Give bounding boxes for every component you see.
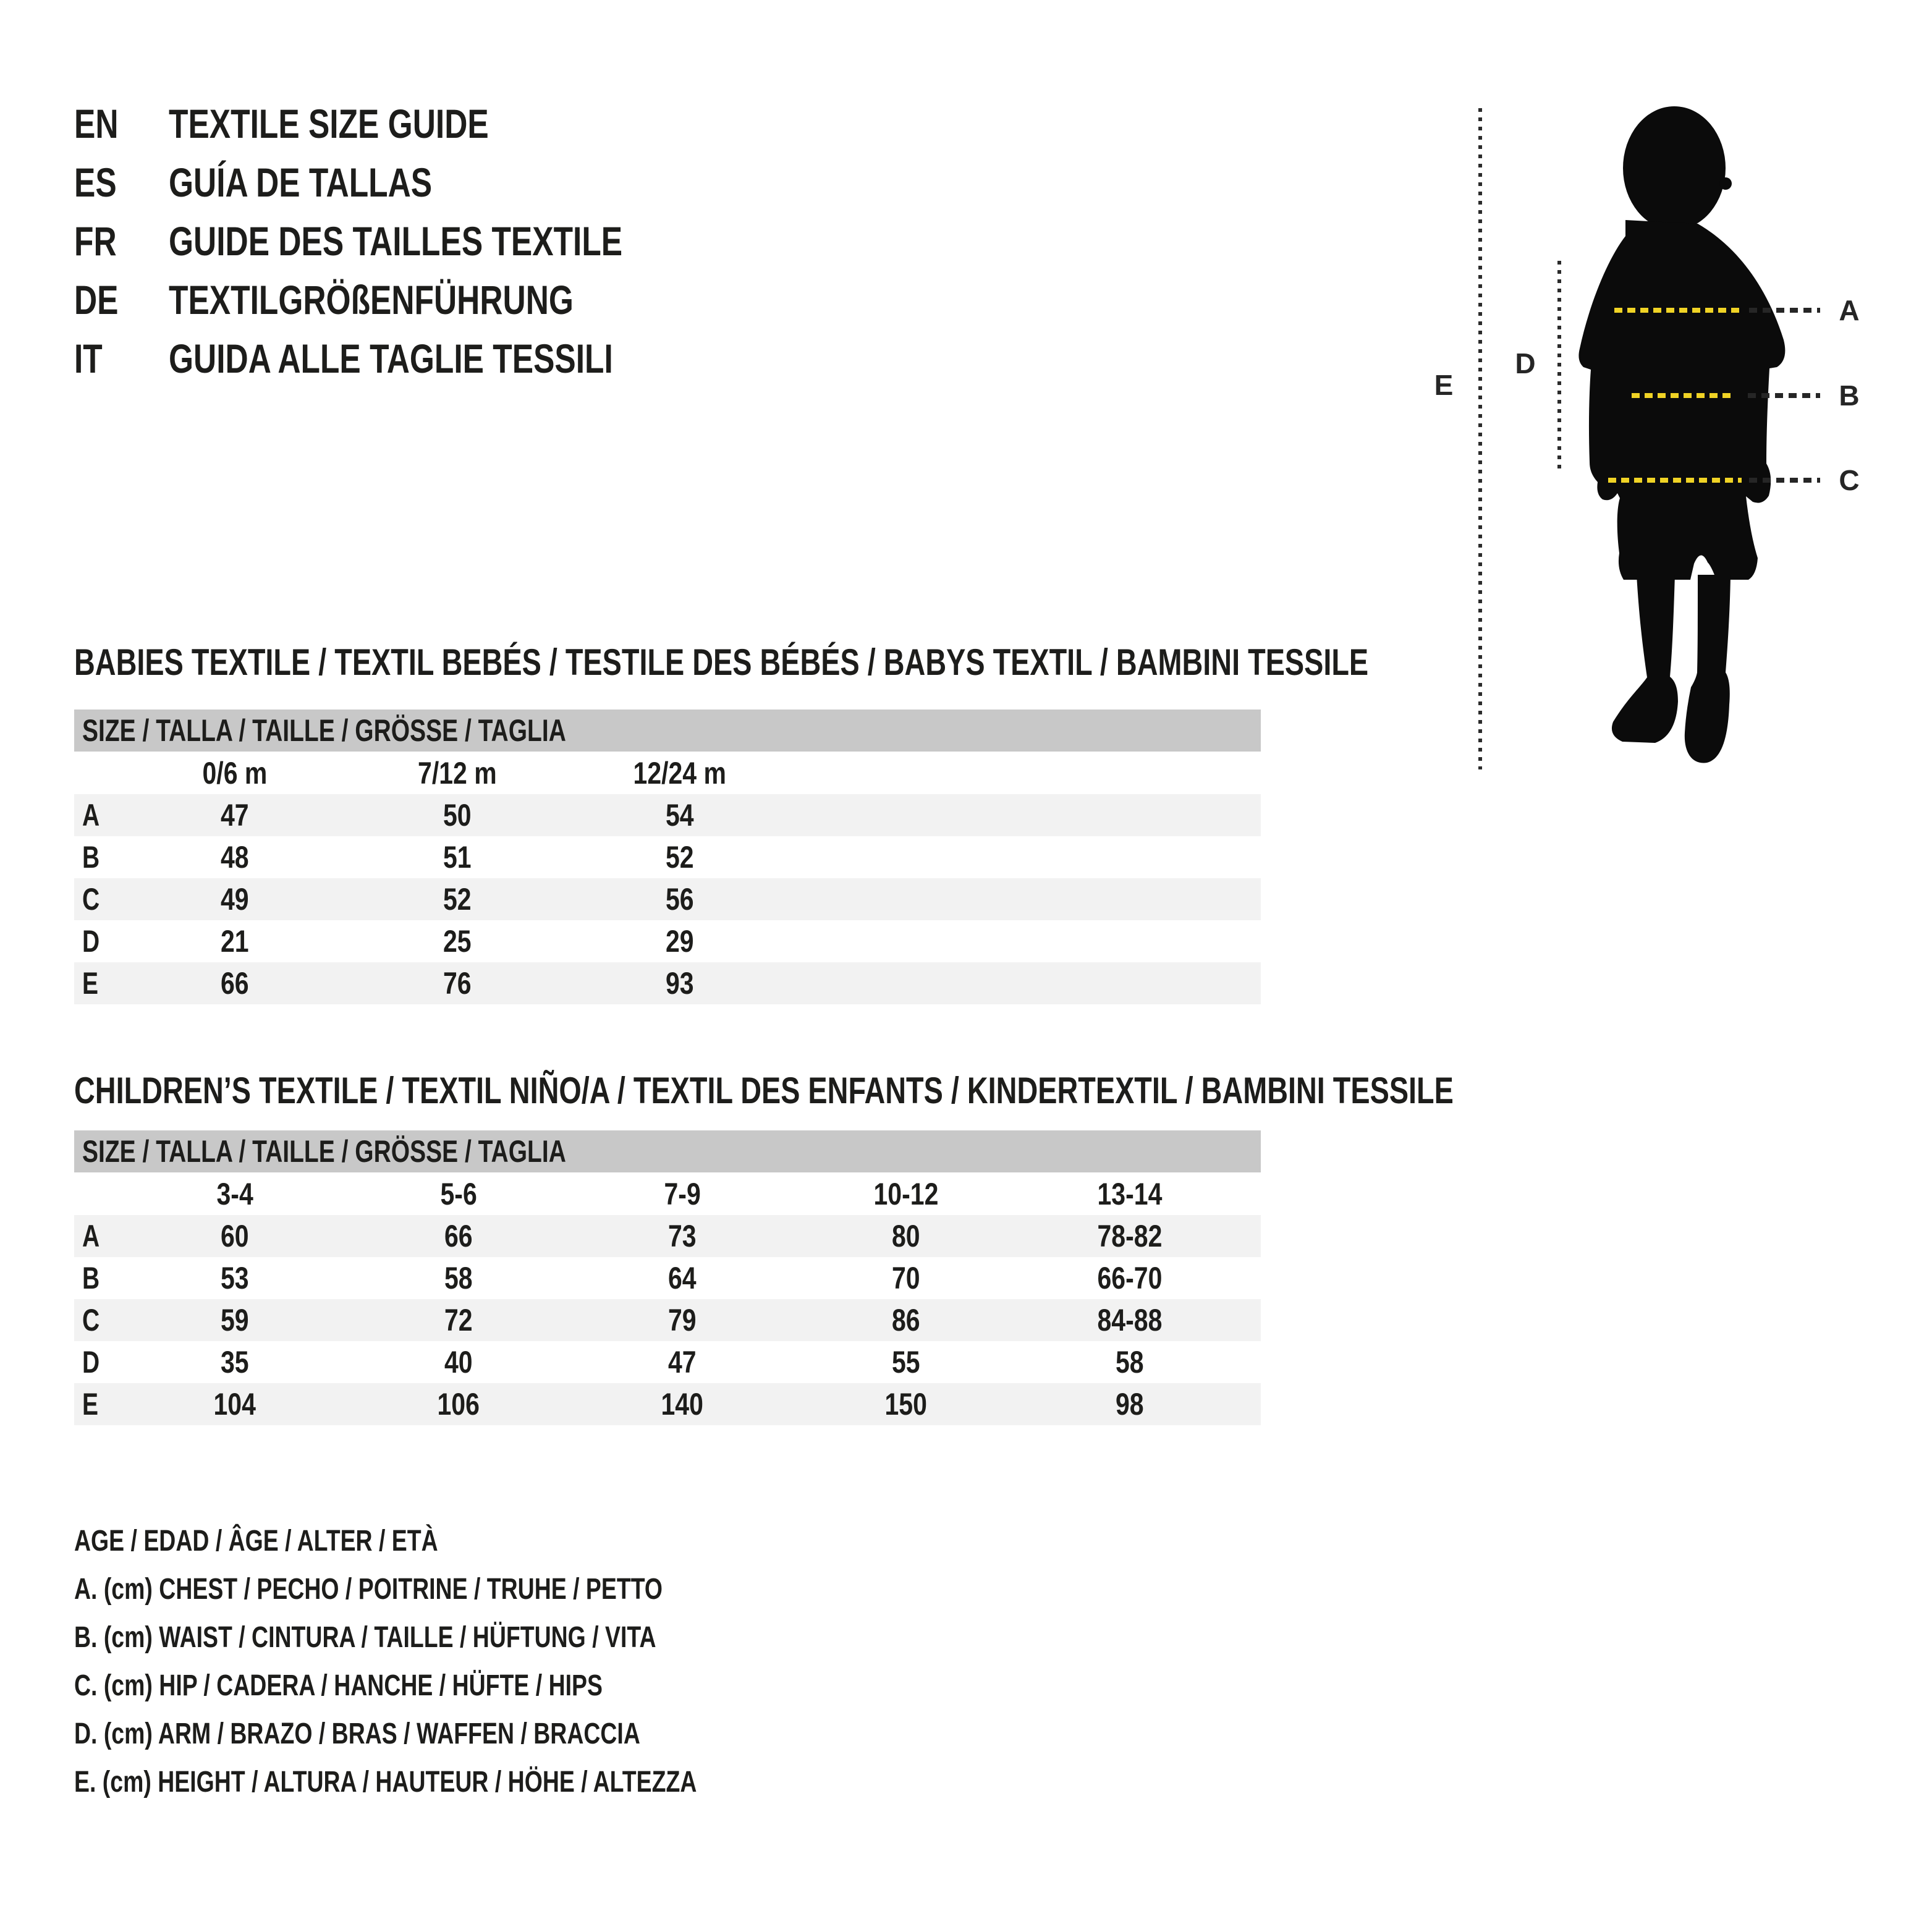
babies-row-a (74, 794, 1261, 836)
lang-code-de: DE (74, 276, 119, 323)
table-cell: 79 (668, 1303, 697, 1337)
babies-column-header-row (74, 752, 1261, 794)
legend-chest: A. (cm) CHEST / PECHO / POITRINE / TRUHE / PETTO (74, 1572, 663, 1606)
children-row-c (74, 1299, 1261, 1341)
row-label: A (82, 1219, 100, 1253)
lang-row-de (74, 270, 750, 329)
table-cell: 47 (221, 798, 249, 833)
silhouette-ear (1719, 177, 1732, 190)
table-cell: 73 (668, 1219, 697, 1253)
table-cell: 66 (444, 1219, 473, 1253)
table-cell: 72 (444, 1303, 473, 1337)
table-cell: 104 (213, 1387, 256, 1421)
table-cell: 35 (221, 1345, 249, 1379)
children-row-b (74, 1257, 1261, 1299)
row-label: E (82, 1387, 99, 1421)
table-cell: 59 (221, 1303, 249, 1337)
row-label: D (82, 1345, 100, 1379)
measure-label-a: A (1839, 294, 1860, 326)
legend-age: AGE / EDAD / ÂGE / ALTER / ETÀ (74, 1524, 438, 1557)
row-label: B (82, 1261, 100, 1295)
children-size-header-bar: SIZE / TALLA / TAILLE / GRÖSSE / TAGLIA (74, 1130, 1261, 1172)
table-cell: 54 (666, 798, 694, 833)
table-cell: 55 (892, 1345, 920, 1379)
legend-waist: B. (cm) WAIST / CINTURA / TAILLE / HÜFTUNG / VITA (74, 1621, 656, 1654)
table-cell: 64 (668, 1261, 697, 1295)
table-cell: 66-70 (1097, 1261, 1163, 1295)
row-label: A (82, 798, 100, 833)
measurement-diagram (1409, 93, 1891, 791)
babies-col-0: 0/6 m (202, 755, 268, 790)
row-label: E (82, 966, 99, 1001)
table-cell: 56 (666, 882, 694, 917)
table-cell: 21 (221, 924, 249, 959)
table-cell: 25 (443, 924, 472, 959)
lang-code-en: EN (74, 100, 119, 146)
children-col-4: 13-14 (1097, 1176, 1163, 1211)
children-col-2: 7-9 (664, 1176, 701, 1211)
children-size-table (74, 1130, 1261, 1425)
language-title-list (74, 94, 750, 388)
children-section-title: CHILDREN’S TEXTILE / TEXTIL NIÑO/A / TEXTIL DES ENFANTS / KINDERTEXTIL / BAMBINI TESSILE (74, 1070, 1454, 1111)
lang-code-it: IT (74, 335, 103, 381)
babies-row-d (74, 920, 1261, 962)
row-label: C (82, 1303, 100, 1337)
measure-label-d: D (1515, 347, 1536, 379)
table-cell: 66 (221, 966, 249, 1001)
babies-row-b (74, 836, 1261, 878)
table-cell: 78-82 (1097, 1219, 1163, 1253)
babies-size-table (74, 710, 1261, 1004)
legend-hip: C. (cm) HIP / CADERA / HANCHE / HÜFTE / HIPS (74, 1669, 603, 1702)
row-label: C (82, 882, 100, 917)
measure-label-b: B (1839, 379, 1860, 412)
table-cell: 93 (666, 966, 694, 1001)
table-cell: 58 (1116, 1345, 1144, 1379)
row-label: D (82, 924, 100, 959)
table-cell: 53 (221, 1261, 249, 1295)
table-cell: 29 (666, 924, 694, 959)
lang-code-fr: FR (74, 218, 117, 264)
lang-row-es (74, 153, 750, 211)
measure-label-c: C (1839, 464, 1860, 496)
lang-row-fr (74, 211, 750, 270)
legend-height: E. (cm) HEIGHT / ALTURA / HAUTEUR / HÖHE / ALTEZZA (74, 1765, 697, 1799)
table-cell: 60 (221, 1219, 249, 1253)
children-row-e (74, 1383, 1261, 1425)
table-cell: 70 (892, 1261, 920, 1295)
table-cell: 150 (884, 1387, 928, 1421)
table-cell: 52 (666, 840, 694, 875)
silhouette-head (1623, 106, 1726, 230)
babies-row-e (74, 962, 1261, 1004)
babies-size-header-bar: SIZE / TALLA / TAILLE / GRÖSSE / TAGLIA (74, 710, 1261, 752)
babies-section-title: BABIES TEXTILE / TEXTIL BEBÉS / TESTILE DES BÉBÉS / BABYS TEXTIL / BAMBINI TESSILE (74, 642, 1369, 683)
lang-title-es: GUÍA DE TALLAS (169, 159, 433, 205)
table-cell: 140 (661, 1387, 704, 1421)
table-cell: 52 (443, 882, 472, 917)
table-cell: 51 (443, 840, 472, 875)
lang-title-fr: GUIDE DES TAILLES TEXTILE (169, 218, 623, 264)
lang-code-es: ES (74, 159, 117, 205)
table-cell: 106 (437, 1387, 480, 1421)
table-cell: 58 (444, 1261, 473, 1295)
children-column-header-row (74, 1172, 1261, 1215)
table-cell: 76 (443, 966, 472, 1001)
lang-row-it (74, 329, 750, 388)
table-cell: 47 (668, 1345, 697, 1379)
lang-title-en: TEXTILE SIZE GUIDE (169, 100, 489, 146)
children-row-a (74, 1215, 1261, 1257)
babies-col-1: 7/12 m (418, 755, 497, 790)
table-cell: 98 (1116, 1387, 1144, 1421)
children-col-0: 3-4 (216, 1176, 253, 1211)
children-row-d (74, 1341, 1261, 1383)
measure-label-e: E (1434, 369, 1454, 401)
babies-col-2: 12/24 m (633, 755, 727, 790)
silhouette-body (1578, 220, 1785, 580)
table-cell: 50 (443, 798, 472, 833)
children-col-3: 10-12 (873, 1176, 939, 1211)
table-cell: 48 (221, 840, 249, 875)
lang-row-en (74, 94, 750, 153)
table-cell: 80 (892, 1219, 920, 1253)
legend-arm: D. (cm) ARM / BRAZO / BRAS / WAFFEN / BRACCIA (74, 1717, 640, 1750)
children-col-1: 5-6 (440, 1176, 477, 1211)
table-cell: 49 (221, 882, 249, 917)
lang-title-de: TEXTILGRÖßENFÜHRUNG (169, 276, 574, 323)
row-label: B (82, 840, 100, 875)
table-cell: 40 (444, 1345, 473, 1379)
table-cell: 84-88 (1097, 1303, 1163, 1337)
lang-title-it: GUIDA ALLE TAGLIE TESSILI (169, 335, 613, 381)
babies-row-c (74, 878, 1261, 920)
measurement-legend (74, 1517, 873, 1806)
table-cell: 86 (892, 1303, 920, 1337)
